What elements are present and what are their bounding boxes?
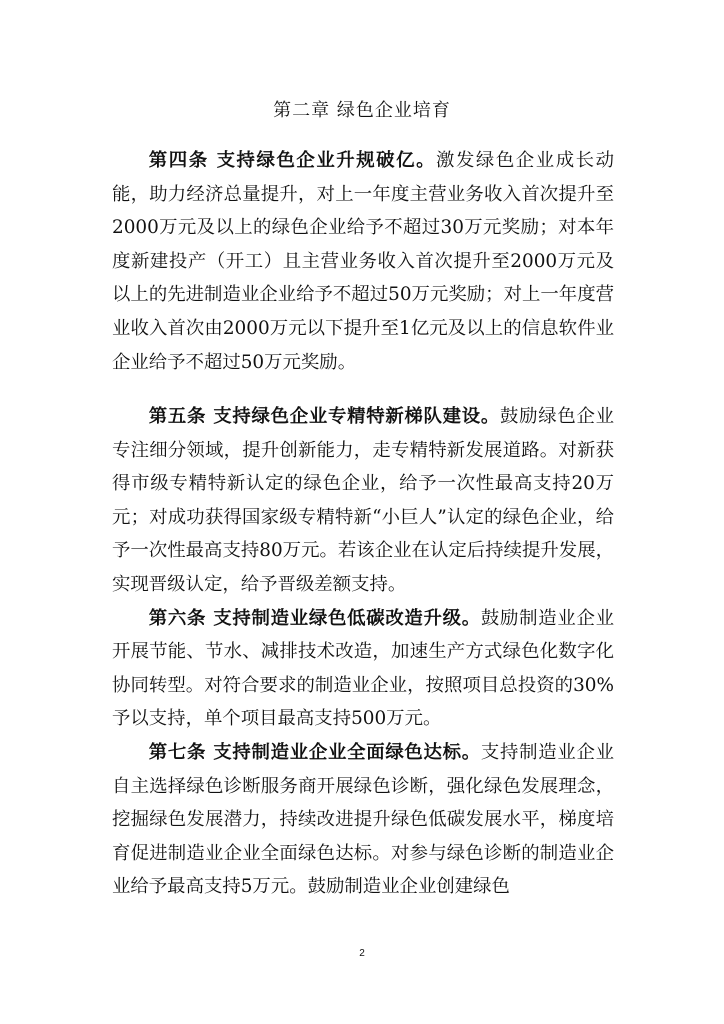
article-6-body: 鼓励制造业企业开展节能、节水、减排技术改造，加速生产方式绿色化数字化协同转型。对符合要求的制造业企业，按照项目总投资的30%予以支持，单个项目最高支持500万元。 bbox=[112, 607, 614, 730]
article-block-1 bbox=[112, 144, 614, 379]
chapter-title: 第二章 绿色企业培育 bbox=[273, 100, 451, 121]
article-7-body: 支持制造业企业自主选择绿色诊断服务商开展绿色诊断，强化绿色发展理念，挖掘绿色发展潜力，持续改进提升绿色低碳发展水平，梯度培育促进制造业企业全面绿色达标。对参与绿色诊断的制造业企业给予最高支持5万元。鼓励制造业企业创建绿色 bbox=[112, 741, 614, 898]
article-6-heading: 第六条 支持制造业绿色低碳改造升级。 bbox=[148, 607, 481, 629]
article-6 bbox=[112, 602, 614, 736]
article-5-body: 鼓励绿色企业专注细分领域，提升创新能力，走专精特新发展道路。对新获得市级专精特新认定的绿色企业，给予一次性最高支持20万元；对成功获得国家级专精特新“小巨人”认定的绿色企业，给予一次性最高支持80万元。若该企业在认定后持续提升发展，实现晋级认定，给予晋级差额支持。 bbox=[112, 406, 614, 595]
article-4-heading: 第四条 支持绿色企业升规破亿。 bbox=[148, 150, 437, 171]
article-4 bbox=[112, 144, 614, 379]
article-7-heading: 第七条 支持制造业企业全面绿色达标。 bbox=[148, 741, 481, 763]
article-5-heading: 第五条 支持绿色企业专精特新梯队建设。 bbox=[148, 406, 501, 427]
article-4-body: 激发绿色企业成长动能，助力经济总量提升，对上一年度主营业务收入首次提升至2000万元及以上的绿色企业给予不超过30万元奖励；对本年度新建投产（开工）且主营业务收入首次提升至2000万元及以上的先进制造业企业给予不超过50万元奖励；对上一年度营业收入首次由2000万元以下提升至1亿元及以上的信息软件业企业给予不超过50万元奖励。 bbox=[112, 150, 614, 373]
article-7 bbox=[112, 736, 614, 904]
article-block-2 bbox=[112, 400, 614, 904]
page-number: 2 bbox=[359, 948, 365, 959]
article-5 bbox=[112, 400, 614, 602]
